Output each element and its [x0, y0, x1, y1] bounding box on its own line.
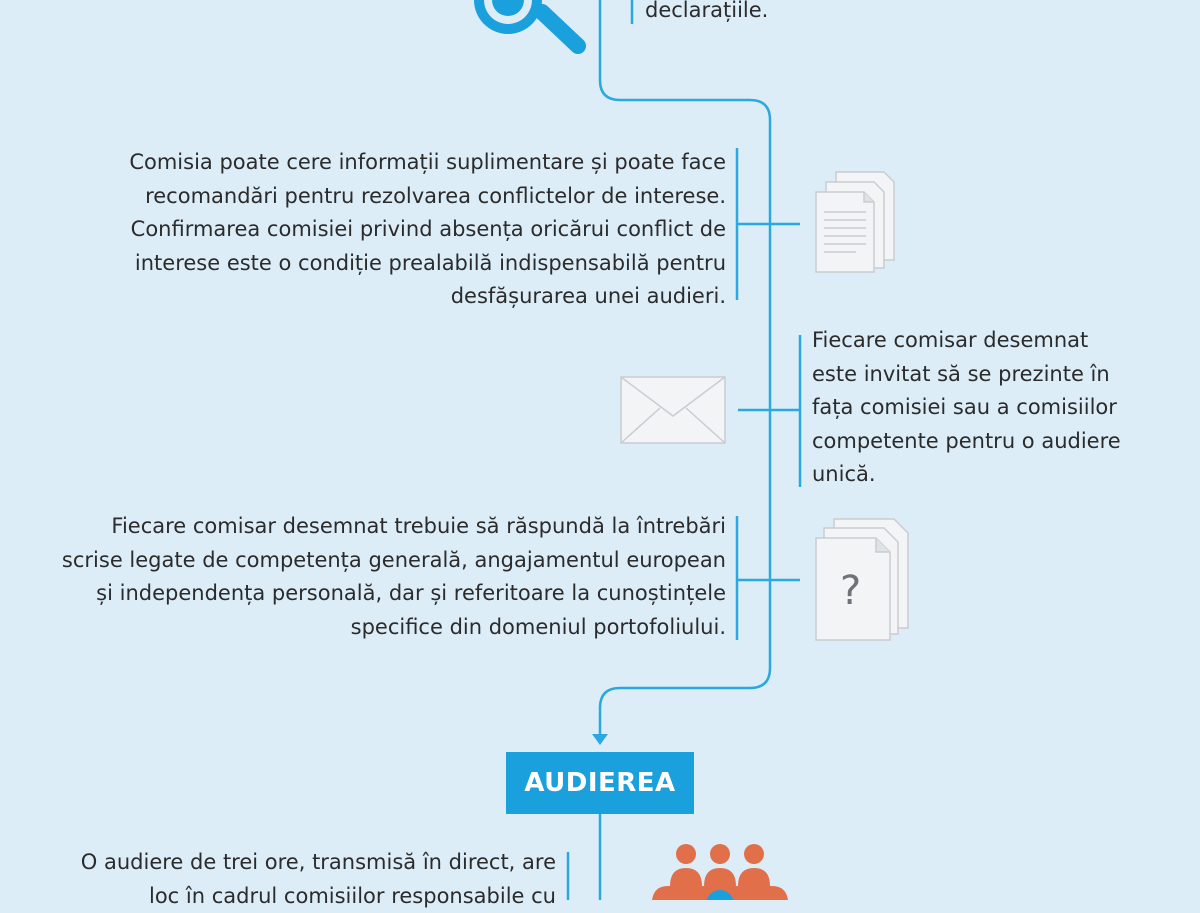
step-2-text	[812, 324, 1192, 492]
step-2-line: Fiecare comisar desemnat	[812, 324, 1192, 358]
step-1-text	[86, 146, 726, 314]
step-3-line: scrise legate de competența generală, angajamentul european	[26, 544, 726, 578]
bottom-line: loc în cadrul comisiilor responsabile cu	[16, 880, 556, 913]
flow-arrow	[592, 734, 608, 745]
envelope-icon	[620, 376, 728, 446]
question-document-icon	[814, 516, 914, 644]
step-3-line: și independența personală, dar și referitoare la cunoștințele	[26, 577, 726, 611]
step-3-line: specifice din domeniul portofoliului.	[26, 611, 726, 645]
bottom-text	[16, 846, 556, 913]
step-1-line: Comisia poate cere informații suplimentare și poate face	[86, 146, 726, 180]
step-1-line: interese este o condiție prealabilă indispensabilă pentru	[86, 247, 726, 281]
bottom-line: O audiere de trei ore, transmisă în direct, are	[16, 846, 556, 880]
step-3-line: Fiecare comisar desemnat trebuie să răspundă la întrebări	[26, 510, 726, 544]
step-3-text	[26, 510, 726, 644]
section-title-badge: AUDIEREA	[506, 752, 694, 814]
top-fragment-text: declarațiile.	[645, 0, 768, 28]
magnifier-icon	[462, 0, 602, 60]
question-mark-glyph: ?	[840, 568, 861, 614]
step-1-line: desfășurarea unei audieri.	[86, 280, 726, 314]
audience-people-icon	[640, 838, 800, 900]
step-2-line: este invitat să se prezinte în	[812, 358, 1192, 392]
step-1-line: Confirmarea comisiei privind absența oricărui conflict de	[86, 213, 726, 247]
step-2-line: competente pentru o audiere	[812, 425, 1192, 459]
step-1-line: recomandări pentru rezolvarea conflictelor de interese.	[86, 180, 726, 214]
documents-icon	[812, 168, 902, 276]
step-2-line: fața comisiei sau a comisiilor	[812, 391, 1192, 425]
step-2-line: unică.	[812, 458, 1192, 492]
